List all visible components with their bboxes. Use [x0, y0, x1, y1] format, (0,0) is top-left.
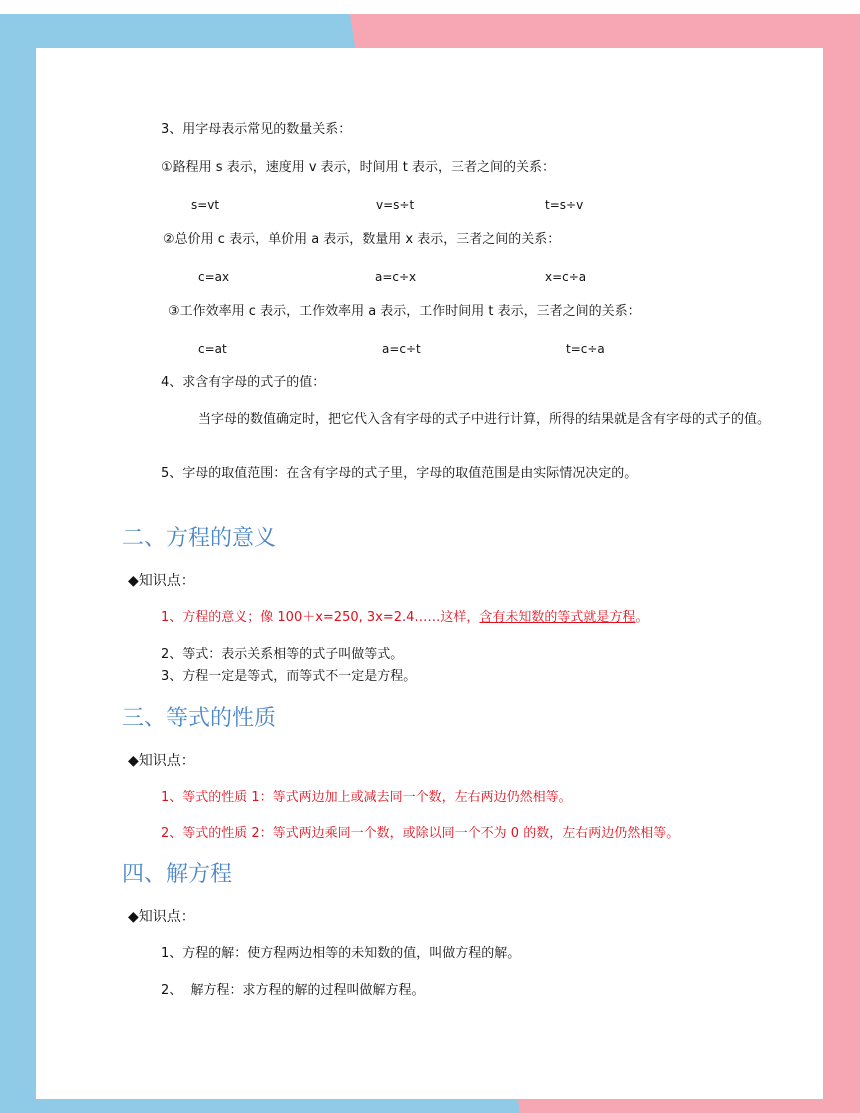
formula-a-c-div-x: a=c÷x [375, 270, 417, 284]
section2-item1 [161, 609, 648, 627]
item1-underlined-definition: 含有未知数的等式就是方程 [479, 610, 636, 625]
section4-item1: 1、方程的解：使方程两边相等的未知数的值，叫做方程的解。 [161, 946, 521, 961]
section4-knowledge-label: ◆知识点： [128, 909, 195, 925]
formula-s-vt: s=vt [191, 198, 220, 212]
item4-title: 4、求含有字母的式子的值： [161, 375, 326, 390]
formula-x-c-div-a: x=c÷a [545, 270, 587, 284]
document-page [36, 48, 823, 1099]
section3-item1: 1、等式的性质 1：等式两边加上或减去同一个数，左右两边仍然相等。 [161, 790, 572, 805]
formula-t-s-div-v: t=s÷v [545, 198, 584, 212]
formula-c-at: c=at [198, 342, 227, 356]
section3-knowledge-label: ◆知识点： [128, 753, 195, 769]
section2-knowledge-label: ◆知识点： [128, 573, 195, 589]
formula-t-c-div-a: t=c÷a [566, 342, 605, 356]
relation3-text: ③工作效率用 c 表示，工作效率用 a 表示，工作时间用 t 表示，三者之间的关系： [168, 304, 641, 319]
section2-item2: 2、等式：表示关系相等的式子叫做等式。 [161, 647, 404, 662]
item1-prefix: 1、方程的意义；像 100＋x=250, 3x=2.4……这样， [161, 610, 480, 625]
item4-body: 当字母的数值确定时，把它代入含有字母的式子中进行计算，所得的结果就是含有字母的式子的值。 [198, 412, 771, 427]
top-white-strip [0, 0, 860, 14]
item5: 5、字母的取值范围：在含有字母的式子里，字母的取值范围是由实际情况决定的。 [161, 466, 638, 481]
formula-a-c-div-t: a=c÷t [382, 342, 421, 356]
item3-title: 3、用字母表示常见的数量关系： [161, 122, 352, 137]
section4-heading: 四、解方程 [122, 862, 233, 887]
formula-v-s-div-t: v=s÷t [376, 198, 415, 212]
item1-suffix: 。 [635, 610, 649, 625]
section4-item2: 2、 解方程：求方程的解的过程叫做解方程。 [161, 983, 425, 998]
section3-item2: 2、等式的性质 2：等式两边乘同一个数，或除以同一个不为 0 的数，左右两边仍然相等。 [161, 826, 680, 841]
section3-heading: 三、等式的性质 [122, 706, 277, 731]
section2-heading: 二、方程的意义 [122, 526, 277, 551]
relation1-text: ①路程用 s 表示，速度用 v 表示，时间用 t 表示，三者之间的关系： [161, 160, 556, 175]
formula-c-ax: c=ax [198, 270, 230, 284]
relation2-text: ②总价用 c 表示，单价用 a 表示，数量用 x 表示，三者之间的关系： [163, 232, 561, 247]
section2-item3: 3、方程一定是等式，而等式不一定是方程。 [161, 669, 417, 684]
